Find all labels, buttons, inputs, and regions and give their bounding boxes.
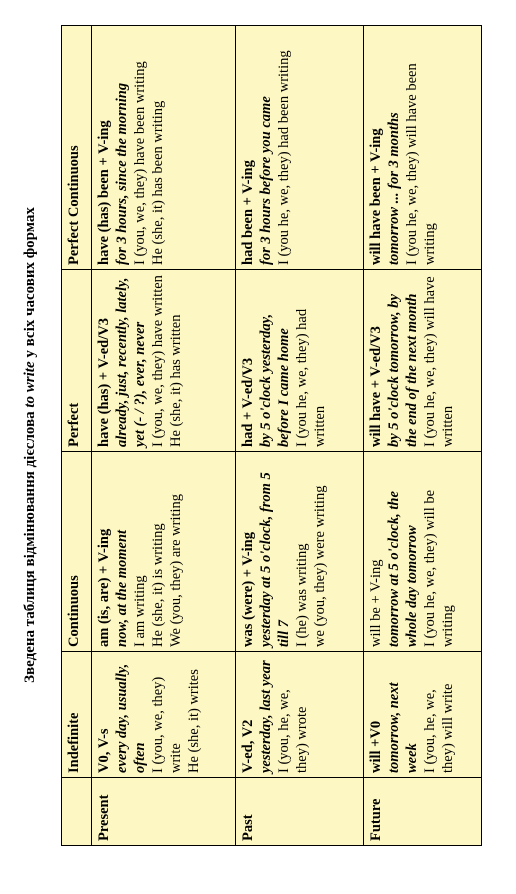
example: I (you, he, we, they) wrote [276, 689, 310, 773]
time-markers: for 3 hours, since the morning [114, 82, 130, 265]
time-markers: tomorrow ... for 3 months [386, 112, 402, 265]
row-past [236, 26, 364, 846]
time-markers: yesterday, last year [258, 660, 274, 773]
cell-future-perfect [364, 270, 482, 452]
tenses-table [61, 25, 482, 846]
example: I (you he, we, they) had been writing [276, 50, 292, 265]
example: He (she, it) writes [186, 669, 202, 773]
example: I am writing [132, 575, 148, 647]
cell-present-continuous [92, 452, 236, 652]
title-prefix: Зведена таблиця відмінювання дієслова [22, 407, 38, 683]
formula: had been + V-ing [240, 160, 256, 265]
document-title [6, 14, 54, 876]
formula: will +V0 [368, 720, 384, 773]
header-empty-cell [62, 778, 92, 846]
formula: am (is, are) + V-ing [96, 528, 112, 647]
row-label-present: Present [92, 778, 236, 846]
row-future [364, 26, 482, 846]
time-markers: now, at the moment [114, 529, 130, 647]
example: I (you he, we, they) will be writing [422, 489, 456, 647]
example: I (you, we, they) have written [150, 275, 166, 447]
time-markers: tomorrow at 5 o'clock, the whole day tomorrow [386, 491, 420, 647]
time-markers: for 3 hours before you came [258, 96, 274, 265]
header-row [62, 26, 92, 846]
example: I (you he, we, they) had written [294, 308, 328, 447]
cell-present-indefinite [92, 652, 236, 778]
formula: had + V-ed/V3 [240, 357, 256, 447]
time-markers: tomorrow, next week [386, 682, 420, 773]
formula: V0, V-s [96, 728, 112, 773]
cell-future-continuous [364, 452, 482, 652]
example: I (you he, we, they) will have been writing [404, 63, 438, 265]
title-suffix: у всіх часових формах [22, 207, 38, 362]
header-continuous: Continuous [62, 452, 92, 652]
cell-past-continuous [236, 452, 364, 652]
title-verb: to write [22, 361, 38, 408]
time-markers: by 5 o'clock yesterday, before I came home [258, 313, 292, 447]
cell-present-perfect-continuous [92, 26, 236, 270]
example: He (she, it) is writing [150, 523, 166, 647]
formula: have (has) + V-ed/V3 [96, 318, 112, 447]
cell-past-perfect-continuous [236, 26, 364, 270]
time-markers: by 5 o'clock tomorrow, by the end of the next month [386, 293, 420, 447]
example: He (she, it) has been writing [150, 100, 166, 265]
cell-past-perfect [236, 270, 364, 452]
example: We (you, they) are writing [168, 493, 184, 647]
header-perfect-continuous: Perfect Continuous [62, 26, 92, 270]
cell-present-perfect [92, 270, 236, 452]
rotated-page [6, 14, 506, 876]
example: we (you, they) were writing [312, 485, 328, 647]
formula: will have been + V-ing [368, 128, 384, 265]
time-markers: already, just, recently, lately, yet (- / ?), ever, never [114, 277, 148, 447]
header-indefinite: Indefinite [62, 652, 92, 778]
example: I (you, we, they) write [150, 676, 184, 773]
cell-future-indefinite [364, 652, 482, 778]
formula: will be + V-ing [368, 559, 384, 647]
example: I (you, we, they) have been writing [132, 61, 148, 265]
cell-future-perfect-continuous [364, 26, 482, 270]
header-perfect: Perfect [62, 270, 92, 452]
cell-past-indefinite [236, 652, 364, 778]
example: I (you, he, we, they) will write [422, 683, 456, 773]
time-markers: yesterday at 5 o'clock, from 5 till 7 [258, 472, 292, 647]
time-markers: every day, usually, often [114, 663, 148, 773]
formula: will have + V-ed/V3 [368, 326, 384, 447]
formula: have (has) been + V-ing [96, 120, 112, 265]
row-label-future: Future [364, 778, 482, 846]
example: He (she, it) has written [168, 314, 184, 447]
formula: V-ed, V2 [240, 719, 256, 773]
row-label-past: Past [236, 778, 364, 846]
row-present [92, 26, 236, 846]
example: I (he) was writing [294, 543, 310, 647]
formula: was (were) + V-ing [240, 532, 256, 647]
example: I (you he, we, they) will have written [422, 276, 456, 447]
